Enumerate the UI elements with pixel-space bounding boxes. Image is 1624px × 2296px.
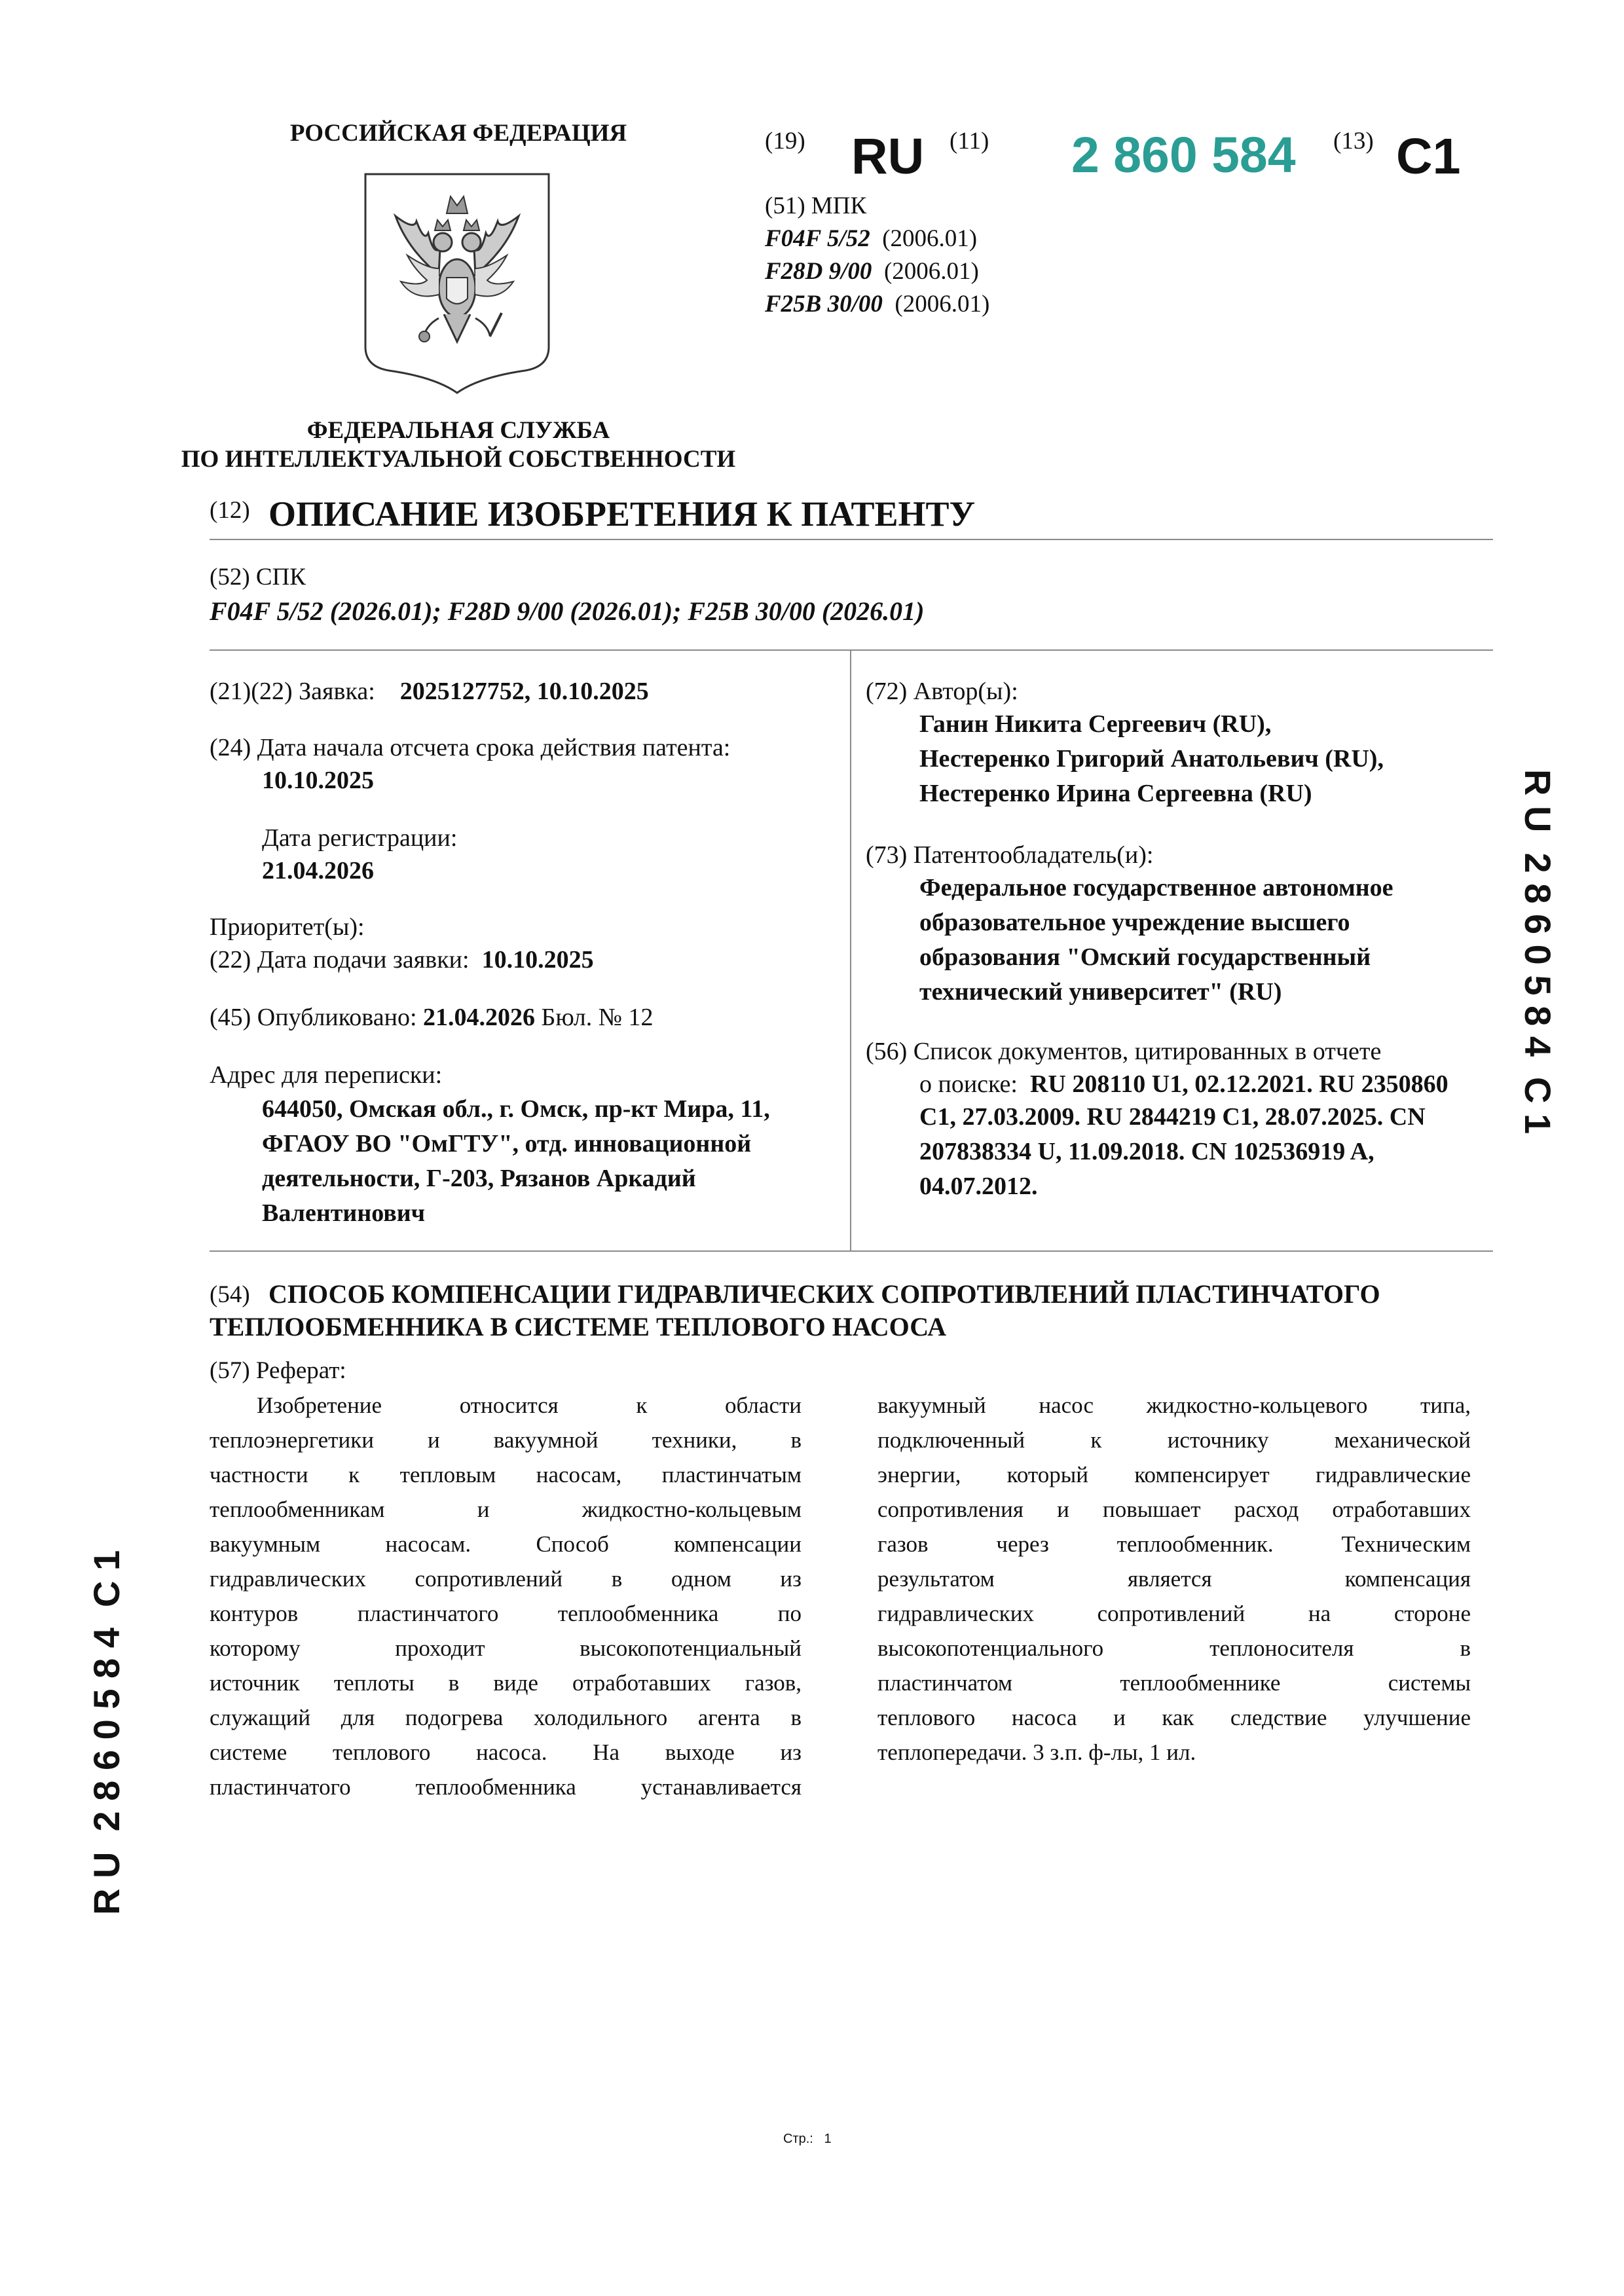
cpc-label: (52) СПК	[210, 564, 306, 591]
ipc-item	[765, 255, 989, 288]
registration-value: 21.04.2026	[262, 857, 374, 884]
priority-label: Приоритет(ы):	[210, 913, 365, 941]
authors-list	[919, 707, 1384, 811]
filing-value: 10.10.2025	[481, 946, 594, 974]
abstract-line: гидравлических сопротивлений на стороне	[877, 1601, 1471, 1626]
abstract-line: системе теплового насоса. На выходе из	[210, 1740, 802, 1765]
abstract-line: газов через теплообменник. Техническим	[877, 1531, 1471, 1557]
side-number-right: R U 2 8 6 0 5 8 4 C 1	[1517, 769, 1559, 1135]
abstract-line: теплообменникам и жидкостно-кольцевым	[210, 1497, 802, 1522]
abstract-label: (57) Реферат:	[210, 1357, 346, 1384]
application-row	[210, 674, 649, 709]
citation-line: RU 208110 U1, 02.12.2021. RU 2350860	[1029, 1070, 1449, 1098]
address-line: 644050, Омская обл., г. Омск, пр-кт Мира, 11,	[262, 1095, 770, 1123]
citations-label: (56) Список документов, цитированных в отчете	[866, 1038, 1382, 1065]
filing-label: (22) Дата подачи заявки:	[210, 946, 470, 974]
published-value: 21.04.2026	[423, 1004, 536, 1031]
term-start-value: 10.10.2025	[262, 767, 374, 794]
address-line: Валентинович	[262, 1199, 426, 1227]
inid-code-19: (19)	[765, 128, 805, 155]
column-divider	[850, 651, 851, 1250]
ipc-label: (51) МПК	[765, 192, 867, 219]
citations-label-cont: о поиске:	[919, 1070, 1018, 1098]
country-name: РОССИЙСКАЯ ФЕДЕРАЦИЯ	[289, 120, 627, 147]
holder-line: образования "Омский государственный	[919, 943, 1371, 971]
bulletin: Бюл. № 12	[541, 1004, 654, 1031]
side-number-left: R U 2 8 6 0 5 8 4 C 1	[86, 1550, 127, 1915]
abstract-line: пластинчатого теплообменника устанавливается	[210, 1774, 802, 1800]
citation-line: C1, 27.03.2009. RU 2844219 C1, 28.07.2025. CN	[919, 1103, 1426, 1131]
address-line: ФГАОУ ВО "ОмГТУ", отд. инновационной	[262, 1130, 752, 1157]
kind-code: C1	[1396, 128, 1461, 185]
ipc-item	[765, 223, 989, 255]
abstract-line: энергии, который компенсирует гидравлические	[877, 1462, 1471, 1487]
holder-line: образовательное учреждение высшего	[919, 909, 1350, 936]
ipc-version: (2006.01)	[882, 225, 978, 252]
abstract-line: которому проходит высокопотенциальный	[210, 1635, 802, 1661]
abstract-line: вакуумным насосам. Способ компенсации	[210, 1531, 802, 1557]
abstract-line: высокопотенциального теплоносителя в	[877, 1635, 1471, 1661]
invention-title-line2: ТЕПЛООБМЕННИКА В СИСТЕМЕ ТЕПЛОВОГО НАСОСА	[210, 1312, 946, 1341]
abstract-line: результатом является компенсация	[877, 1566, 1471, 1592]
term-start-label: (24) Дата начала отсчета срока действия патента:	[210, 734, 731, 761]
abstract-line: пластинчатом теплообменнике системы	[877, 1670, 1471, 1696]
coat-of-arms-icon	[361, 170, 553, 394]
abstract-line: сопротивления и повышает расход отработавших	[877, 1497, 1471, 1522]
author: Ганин Никита Сергеевич (RU),	[919, 710, 1272, 738]
address-label: Адрес для переписки:	[210, 1061, 443, 1089]
abstract-line: источник теплоты в виде отработавших газов,	[210, 1670, 802, 1696]
author: Нестеренко Григорий Анатольевич (RU),	[919, 745, 1384, 773]
abstract-line: вакуумный насос жидкостно-кольцевого типа,	[877, 1393, 1471, 1418]
citation-line: 04.07.2012.	[919, 1173, 1038, 1200]
doc-title: ОПИСАНИЕ ИЗОБРЕТЕНИЯ К ПАТЕНТУ	[268, 494, 976, 534]
invention-title-line1: СПОСОБ КОМПЕНСАЦИИ ГИДРАВЛИЧЕСКИХ СОПРОТИВЛЕНИЙ ПЛАСТИНЧАТОГО	[268, 1279, 1380, 1309]
cpc-line: F04F 5/52 (2026.01); F28D 9/00 (2026.01); F25B 30/00 (2026.01)	[210, 596, 925, 626]
ipc-code: F04F 5/52	[765, 225, 870, 252]
divider	[210, 649, 1493, 651]
inid-code-11: (11)	[950, 128, 989, 155]
holder-label: (73) Патентообладатель(и):	[866, 841, 1154, 869]
ipc-version: (2006.01)	[883, 258, 979, 285]
holder-block	[919, 871, 1393, 1010]
ipc-code: F28D 9/00	[765, 258, 872, 285]
ipc-code: F25B 30/00	[765, 291, 883, 318]
divider	[210, 539, 1493, 540]
abstract-line: контуров пластинчатого теплообменника по	[210, 1601, 802, 1626]
citation-line: 207838334 U, 11.09.2018. CN 102536919 A,	[919, 1138, 1375, 1165]
citations-first-row	[919, 1067, 1449, 1102]
invention-code: (54)	[210, 1281, 250, 1308]
citations-block	[919, 1100, 1426, 1204]
doc-title-code: (12)	[210, 497, 250, 524]
holder-line: технический университет" (RU)	[919, 978, 1282, 1006]
abstract-column-2	[877, 1388, 1471, 1770]
abstract-line: Изобретение относится к области	[257, 1393, 802, 1418]
ipc-list	[765, 223, 989, 321]
abstract-line: служащий для подогрева холодильного агента в	[210, 1705, 802, 1730]
page-footer	[783, 2132, 832, 2147]
abstract-column-1	[210, 1388, 802, 1804]
page-label: Стр.:	[783, 2132, 813, 2146]
abstract-line: теплопередачи. 3 з.п. ф-лы, 1 ил.	[877, 1740, 1196, 1765]
holder-line: Федеральное государственное автономное	[919, 874, 1393, 902]
address-block	[262, 1092, 770, 1231]
address-line: деятельности, Г-203, Рязанов Аркадий	[262, 1165, 696, 1192]
state-emblem	[361, 170, 553, 394]
application-label: (21)(22) Заявка:	[210, 678, 375, 705]
registration-label: Дата регистрации:	[262, 824, 458, 852]
country-code: RU	[851, 128, 925, 185]
filing-row	[210, 943, 594, 977]
published-row	[210, 1000, 654, 1035]
inid-code-13: (13)	[1333, 128, 1374, 155]
abstract-line: гидравлических сопротивлений в одном из	[210, 1566, 802, 1592]
authors-label: (72) Автор(ы):	[866, 678, 1018, 705]
agency-name-line1: ФЕДЕРАЛЬНАЯ СЛУЖБА	[306, 417, 610, 444]
abstract-line: теплоэнергетики и вакуумной техники, в	[210, 1427, 802, 1453]
author: Нестеренко Ирина Сергеевна (RU)	[919, 780, 1312, 807]
ipc-version: (2006.01)	[895, 291, 990, 318]
application-value: 2025127752, 10.10.2025	[399, 678, 649, 705]
patent-number: 2 860 584	[1071, 127, 1296, 183]
ipc-item	[765, 288, 989, 321]
published-label: (45) Опубликовано:	[210, 1004, 417, 1031]
page-number: 1	[824, 2132, 832, 2146]
abstract-line: теплового насоса и как следствие улучшение	[877, 1705, 1471, 1730]
agency-name-line2: ПО ИНТЕЛЛЕКТУАЛЬНОЙ СОБСТВЕННОСТИ	[181, 446, 736, 473]
abstract-line: подключенный к источнику механической	[877, 1427, 1471, 1453]
abstract-line: частности к тепловым насосам, пластинчатым	[210, 1462, 802, 1487]
divider	[210, 1250, 1493, 1252]
